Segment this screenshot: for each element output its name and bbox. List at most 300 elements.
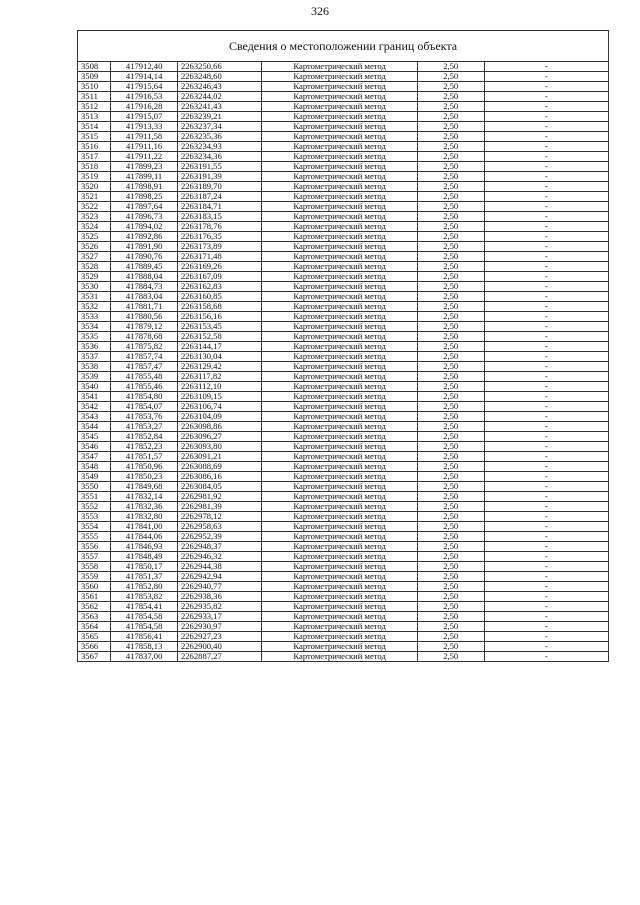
coordinate-y-cell: 2263187,24 [177, 192, 261, 202]
coordinate-y-cell: 2263109,15 [177, 392, 261, 402]
method-cell: Картометрический метод [262, 212, 418, 222]
method-cell: Картометрический метод [262, 452, 418, 462]
coordinate-y-cell: 2263117,82 [177, 372, 261, 382]
method-cell: Картометрический метод [262, 342, 418, 352]
description-cell: - [484, 422, 608, 432]
coordinate-x-cell: 417915,07 [111, 112, 178, 122]
coordinate-y-cell: 2263183,15 [177, 212, 261, 222]
coordinate-x-cell: 417850,17 [111, 562, 178, 572]
point-number-cell: 3519 [78, 172, 111, 182]
accuracy-cell: 2,50 [417, 282, 484, 292]
coordinate-x-cell: 417851,37 [111, 572, 178, 582]
point-number-cell: 3516 [78, 142, 111, 152]
table-row [78, 322, 609, 332]
table-row [78, 162, 609, 172]
coordinate-x-cell: 417837,00 [111, 652, 178, 662]
description-cell: - [484, 302, 608, 312]
accuracy-cell: 2,50 [417, 272, 484, 282]
description-cell: - [484, 202, 608, 212]
method-cell: Картометрический метод [262, 282, 418, 292]
coordinate-x-cell: 417855,46 [111, 382, 178, 392]
point-number-cell: 3559 [78, 572, 111, 582]
accuracy-cell: 2,50 [417, 482, 484, 492]
accuracy-cell: 2,50 [417, 62, 484, 72]
method-cell: Картометрический метод [262, 382, 418, 392]
method-cell: Картометрический метод [262, 162, 418, 172]
table-row [78, 202, 609, 212]
table-row [78, 642, 609, 652]
accuracy-cell: 2,50 [417, 532, 484, 542]
table-row [78, 412, 609, 422]
description-cell: - [484, 122, 608, 132]
coordinate-y-cell: 2263152,58 [177, 332, 261, 342]
accuracy-cell: 2,50 [417, 372, 484, 382]
point-number-cell: 3551 [78, 492, 111, 502]
method-cell: Картометрический метод [262, 82, 418, 92]
accuracy-cell: 2,50 [417, 352, 484, 362]
point-number-cell: 3561 [78, 592, 111, 602]
table-row [78, 522, 609, 532]
coordinate-y-cell: 2262981,39 [177, 502, 261, 512]
point-number-cell: 3558 [78, 562, 111, 572]
method-cell: Картометрический метод [262, 182, 418, 192]
method-cell: Картометрический метод [262, 652, 418, 662]
point-number-cell: 3539 [78, 372, 111, 382]
description-cell: - [484, 392, 608, 402]
point-number-cell: 3550 [78, 482, 111, 492]
table-row [78, 82, 609, 92]
method-cell: Картометрический метод [262, 482, 418, 492]
table-row [78, 172, 609, 182]
accuracy-cell: 2,50 [417, 582, 484, 592]
coordinate-x-cell: 417848,49 [111, 552, 178, 562]
description-cell: - [484, 312, 608, 322]
accuracy-cell: 2,50 [417, 392, 484, 402]
point-number-cell: 3555 [78, 532, 111, 542]
description-cell: - [484, 232, 608, 242]
point-number-cell: 3517 [78, 152, 111, 162]
table-row [78, 72, 609, 82]
method-cell: Картометрический метод [262, 542, 418, 552]
description-cell: - [484, 342, 608, 352]
table-row [78, 582, 609, 592]
coordinate-y-cell: 2262940,77 [177, 582, 261, 592]
coordinate-y-cell: 2263096,27 [177, 432, 261, 442]
coordinate-y-cell: 2263178,76 [177, 222, 261, 232]
table-row [78, 92, 609, 102]
coordinate-x-cell: 417914,14 [111, 72, 178, 82]
description-cell: - [484, 102, 608, 112]
accuracy-cell: 2,50 [417, 162, 484, 172]
accuracy-cell: 2,50 [417, 422, 484, 432]
coordinate-y-cell: 2263153,45 [177, 322, 261, 332]
description-cell: - [484, 352, 608, 362]
coordinate-y-cell: 2262944,38 [177, 562, 261, 572]
table-row [78, 602, 609, 612]
method-cell: Картометрический метод [262, 522, 418, 532]
coordinate-x-cell: 417854,41 [111, 602, 178, 612]
method-cell: Картометрический метод [262, 462, 418, 472]
description-cell: - [484, 582, 608, 592]
coordinate-x-cell: 417832,80 [111, 512, 178, 522]
accuracy-cell: 2,50 [417, 592, 484, 602]
coordinate-y-cell: 2263244,02 [177, 92, 261, 102]
point-number-cell: 3529 [78, 272, 111, 282]
table-row [78, 382, 609, 392]
method-cell: Картометрический метод [262, 142, 418, 152]
accuracy-cell: 2,50 [417, 362, 484, 372]
coordinate-x-cell: 417889,45 [111, 262, 178, 272]
coordinate-x-cell: 417891,90 [111, 242, 178, 252]
coordinate-y-cell: 2262978,12 [177, 512, 261, 522]
method-cell: Картометрический метод [262, 202, 418, 212]
table-row [78, 342, 609, 352]
method-cell: Картометрический метод [262, 232, 418, 242]
accuracy-cell: 2,50 [417, 182, 484, 192]
point-number-cell: 3532 [78, 302, 111, 312]
coordinate-y-cell: 2263235,36 [177, 132, 261, 142]
accuracy-cell: 2,50 [417, 172, 484, 182]
coordinate-x-cell: 417851,57 [111, 452, 178, 462]
description-cell: - [484, 372, 608, 382]
description-cell: - [484, 332, 608, 342]
coordinate-x-cell: 417898,91 [111, 182, 178, 192]
table-row [78, 572, 609, 582]
table-row [78, 292, 609, 302]
table-row [78, 492, 609, 502]
method-cell: Картометрический метод [262, 172, 418, 182]
description-cell: - [484, 562, 608, 572]
accuracy-cell: 2,50 [417, 252, 484, 262]
method-cell: Картометрический метод [262, 352, 418, 362]
coordinate-x-cell: 417880,56 [111, 312, 178, 322]
accuracy-cell: 2,50 [417, 312, 484, 322]
coordinate-x-cell: 417844,06 [111, 532, 178, 542]
description-cell: - [484, 72, 608, 82]
method-cell: Картометрический метод [262, 592, 418, 602]
point-number-cell: 3511 [78, 92, 111, 102]
coordinate-x-cell: 417850,23 [111, 472, 178, 482]
method-cell: Картометрический метод [262, 622, 418, 632]
table-row [78, 542, 609, 552]
coordinate-y-cell: 2262900,40 [177, 642, 261, 652]
coordinate-y-cell: 2263158,68 [177, 302, 261, 312]
accuracy-cell: 2,50 [417, 622, 484, 632]
coordinate-y-cell: 2263112,10 [177, 382, 261, 392]
coordinate-y-cell: 2262948,37 [177, 542, 261, 552]
method-cell: Картометрический метод [262, 362, 418, 372]
point-number-cell: 3543 [78, 412, 111, 422]
method-cell: Картометрический метод [262, 492, 418, 502]
coordinate-y-cell: 2263156,16 [177, 312, 261, 322]
coordinate-x-cell: 417852,80 [111, 582, 178, 592]
coordinate-x-cell: 417883,04 [111, 292, 178, 302]
table-body [78, 62, 609, 662]
method-cell: Картометрический метод [262, 312, 418, 322]
accuracy-cell: 2,50 [417, 522, 484, 532]
description-cell: - [484, 322, 608, 332]
table-row [78, 302, 609, 312]
table-row [78, 62, 609, 72]
accuracy-cell: 2,50 [417, 222, 484, 232]
description-cell: - [484, 522, 608, 532]
description-cell: - [484, 282, 608, 292]
coordinate-x-cell: 417888,04 [111, 272, 178, 282]
coordinate-x-cell: 417853,82 [111, 592, 178, 602]
table-row [78, 282, 609, 292]
coordinate-x-cell: 417915,64 [111, 82, 178, 92]
table-row [78, 592, 609, 602]
point-number-cell: 3564 [78, 622, 111, 632]
accuracy-cell: 2,50 [417, 642, 484, 652]
accuracy-cell: 2,50 [417, 602, 484, 612]
point-number-cell: 3525 [78, 232, 111, 242]
point-number-cell: 3540 [78, 382, 111, 392]
description-cell: - [484, 192, 608, 202]
point-number-cell: 3560 [78, 582, 111, 592]
accuracy-cell: 2,50 [417, 542, 484, 552]
point-number-cell: 3526 [78, 242, 111, 252]
accuracy-cell: 2,50 [417, 382, 484, 392]
method-cell: Картометрический метод [262, 642, 418, 652]
coordinate-x-cell: 417849,68 [111, 482, 178, 492]
description-cell: - [484, 262, 608, 272]
coordinate-y-cell: 2263171,48 [177, 252, 261, 262]
point-number-cell: 3547 [78, 452, 111, 462]
coordinate-x-cell: 417852,23 [111, 442, 178, 452]
table-row [78, 392, 609, 402]
description-cell: - [484, 472, 608, 482]
description-cell: - [484, 542, 608, 552]
coordinate-y-cell: 2263104,09 [177, 412, 261, 422]
accuracy-cell: 2,50 [417, 122, 484, 132]
table-row [78, 142, 609, 152]
method-cell: Картометрический метод [262, 222, 418, 232]
coordinate-x-cell: 417832,36 [111, 502, 178, 512]
accuracy-cell: 2,50 [417, 462, 484, 472]
table-row [78, 242, 609, 252]
coordinate-y-cell: 2263250,66 [177, 62, 261, 72]
coordinate-y-cell: 2263191,55 [177, 162, 261, 172]
point-number-cell: 3523 [78, 212, 111, 222]
coordinate-y-cell: 2263144,17 [177, 342, 261, 352]
accuracy-cell: 2,50 [417, 132, 484, 142]
coordinate-x-cell: 417878,68 [111, 332, 178, 342]
method-cell: Картометрический метод [262, 152, 418, 162]
table-row [78, 352, 609, 362]
coordinate-x-cell: 417855,48 [111, 372, 178, 382]
table-row [78, 232, 609, 242]
accuracy-cell: 2,50 [417, 232, 484, 242]
coordinate-x-cell: 417894,02 [111, 222, 178, 232]
coordinate-y-cell: 2262981,92 [177, 492, 261, 502]
point-number-cell: 3548 [78, 462, 111, 472]
coordinate-x-cell: 417912,40 [111, 62, 178, 72]
table-row [78, 222, 609, 232]
coordinate-y-cell: 2262938,36 [177, 592, 261, 602]
table-row [78, 422, 609, 432]
coordinate-x-cell: 417896,73 [111, 212, 178, 222]
point-number-cell: 3542 [78, 402, 111, 412]
method-cell: Картометрический метод [262, 572, 418, 582]
description-cell: - [484, 622, 608, 632]
point-number-cell: 3508 [78, 62, 111, 72]
method-cell: Картометрический метод [262, 612, 418, 622]
method-cell: Картометрический метод [262, 262, 418, 272]
method-cell: Картометрический метод [262, 472, 418, 482]
method-cell: Картометрический метод [262, 272, 418, 282]
coordinate-y-cell: 2263129,42 [177, 362, 261, 372]
table-row [78, 182, 609, 192]
accuracy-cell: 2,50 [417, 332, 484, 342]
coordinate-x-cell: 417854,07 [111, 402, 178, 412]
coordinate-x-cell: 417850,96 [111, 462, 178, 472]
coordinate-x-cell: 417879,12 [111, 322, 178, 332]
description-cell: - [484, 182, 608, 192]
table-row [78, 632, 609, 642]
point-number-cell: 3528 [78, 262, 111, 272]
method-cell: Картометрический метод [262, 502, 418, 512]
point-number-cell: 3530 [78, 282, 111, 292]
accuracy-cell: 2,50 [417, 112, 484, 122]
coordinate-x-cell: 417897,64 [111, 202, 178, 212]
table-row [78, 502, 609, 512]
method-cell: Картометрический метод [262, 432, 418, 442]
coordinate-x-cell: 417899,11 [111, 172, 178, 182]
accuracy-cell: 2,50 [417, 442, 484, 452]
coordinate-x-cell: 417875,82 [111, 342, 178, 352]
point-number-cell: 3512 [78, 102, 111, 112]
accuracy-cell: 2,50 [417, 152, 484, 162]
method-cell: Картометрический метод [262, 292, 418, 302]
coordinate-y-cell: 2262942,94 [177, 572, 261, 582]
description-cell: - [484, 642, 608, 652]
method-cell: Картометрический метод [262, 582, 418, 592]
point-number-cell: 3565 [78, 632, 111, 642]
table-row [78, 112, 609, 122]
description-cell: - [484, 432, 608, 442]
coordinate-x-cell: 417854,58 [111, 612, 178, 622]
coordinate-x-cell: 417899,23 [111, 162, 178, 172]
coordinate-y-cell: 2263189,70 [177, 182, 261, 192]
description-cell: - [484, 652, 608, 662]
point-number-cell: 3549 [78, 472, 111, 482]
table-row [78, 442, 609, 452]
method-cell: Картометрический метод [262, 402, 418, 412]
method-cell: Картометрический метод [262, 532, 418, 542]
accuracy-cell: 2,50 [417, 142, 484, 152]
point-number-cell: 3510 [78, 82, 111, 92]
method-cell: Картометрический метод [262, 512, 418, 522]
coordinate-x-cell: 417854,80 [111, 392, 178, 402]
coordinate-y-cell: 2263234,93 [177, 142, 261, 152]
point-number-cell: 3557 [78, 552, 111, 562]
accuracy-cell: 2,50 [417, 432, 484, 442]
table-row [78, 532, 609, 542]
accuracy-cell: 2,50 [417, 632, 484, 642]
table-title: Сведения о местоположении границ объекта [78, 31, 609, 62]
coordinate-y-cell: 2262930,97 [177, 622, 261, 632]
point-number-cell: 3544 [78, 422, 111, 432]
description-cell: - [484, 252, 608, 262]
description-cell: - [484, 142, 608, 152]
description-cell: - [484, 242, 608, 252]
accuracy-cell: 2,50 [417, 242, 484, 252]
point-number-cell: 3524 [78, 222, 111, 232]
description-cell: - [484, 412, 608, 422]
table-row [78, 402, 609, 412]
table-row [78, 432, 609, 442]
coordinate-x-cell: 417913,33 [111, 122, 178, 132]
description-cell: - [484, 492, 608, 502]
coordinate-y-cell: 2263086,16 [177, 472, 261, 482]
coordinate-y-cell: 2263176,35 [177, 232, 261, 242]
coordinate-x-cell: 417858,13 [111, 642, 178, 652]
point-number-cell: 3509 [78, 72, 111, 82]
table-row [78, 552, 609, 562]
method-cell: Картометрический метод [262, 602, 418, 612]
coordinate-y-cell: 2262935,82 [177, 602, 261, 612]
method-cell: Картометрический метод [262, 62, 418, 72]
description-cell: - [484, 552, 608, 562]
method-cell: Картометрический метод [262, 562, 418, 572]
method-cell: Картометрический метод [262, 422, 418, 432]
description-cell: - [484, 382, 608, 392]
table-row [78, 252, 609, 262]
coordinate-x-cell: 417853,27 [111, 422, 178, 432]
description-cell: - [484, 482, 608, 492]
method-cell: Картометрический метод [262, 112, 418, 122]
coordinate-y-cell: 2263160,85 [177, 292, 261, 302]
point-number-cell: 3527 [78, 252, 111, 262]
coordinate-y-cell: 2263248,60 [177, 72, 261, 82]
description-cell: - [484, 222, 608, 232]
coordinate-y-cell: 2262958,63 [177, 522, 261, 532]
coordinate-x-cell: 417911,16 [111, 142, 178, 152]
accuracy-cell: 2,50 [417, 202, 484, 212]
method-cell: Картометрический метод [262, 252, 418, 262]
coordinate-y-cell: 2262946,32 [177, 552, 261, 562]
coordinate-x-cell: 417884,73 [111, 282, 178, 292]
description-cell: - [484, 92, 608, 102]
method-cell: Картометрический метод [262, 392, 418, 402]
coordinate-y-cell: 2263246,43 [177, 82, 261, 92]
table-row [78, 462, 609, 472]
coordinate-y-cell: 2263239,21 [177, 112, 261, 122]
table-row [78, 622, 609, 632]
description-cell: - [484, 632, 608, 642]
coordinate-y-cell: 2263162,83 [177, 282, 261, 292]
point-number-cell: 3552 [78, 502, 111, 512]
method-cell: Картометрический метод [262, 92, 418, 102]
description-cell: - [484, 462, 608, 472]
point-number-cell: 3553 [78, 512, 111, 522]
description-cell: - [484, 82, 608, 92]
description-cell: - [484, 532, 608, 542]
table-row [78, 512, 609, 522]
point-number-cell: 3541 [78, 392, 111, 402]
method-cell: Картометрический метод [262, 132, 418, 142]
table-row [78, 362, 609, 372]
coordinate-x-cell: 417890,76 [111, 252, 178, 262]
accuracy-cell: 2,50 [417, 412, 484, 422]
method-cell: Картометрический метод [262, 192, 418, 202]
accuracy-cell: 2,50 [417, 612, 484, 622]
coordinate-y-cell: 2262887,27 [177, 652, 261, 662]
point-number-cell: 3536 [78, 342, 111, 352]
accuracy-cell: 2,50 [417, 82, 484, 92]
coordinate-y-cell: 2263098,86 [177, 422, 261, 432]
